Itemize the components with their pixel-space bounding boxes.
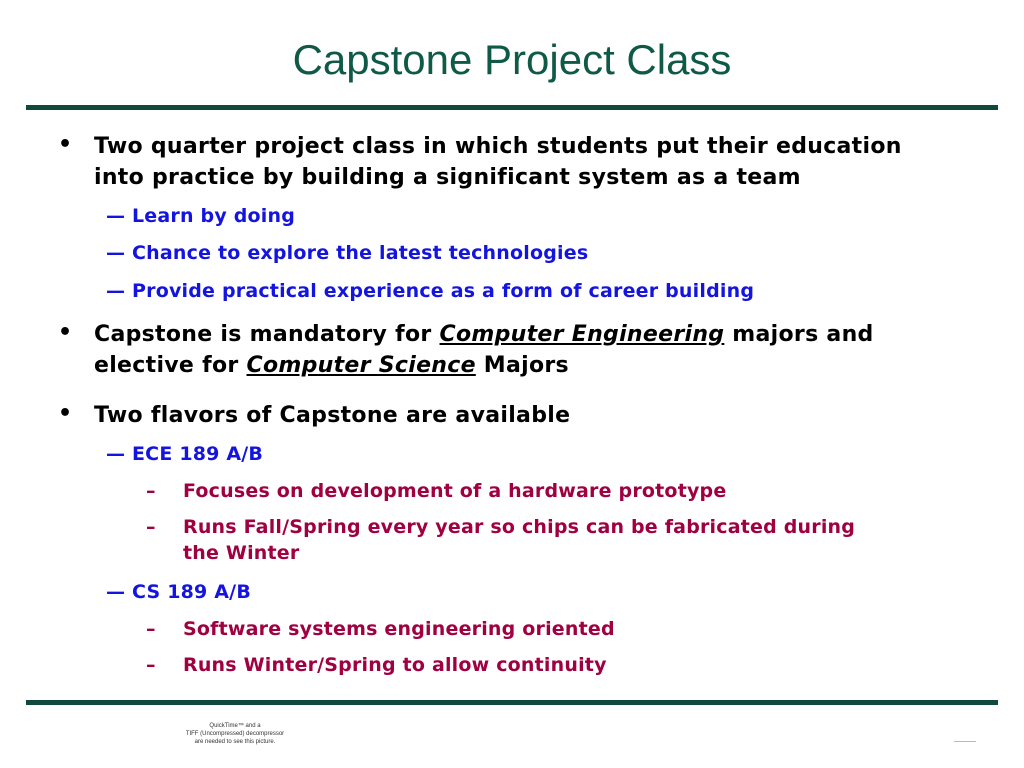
bullet-flavors <box>58 400 994 431</box>
computer-engineering-link[interactable]: Computer Engineering <box>439 322 725 347</box>
course-label: ECE 189 A/B <box>132 443 264 465</box>
item-text: Runs Winter/Spring to allow continuity <box>183 654 607 676</box>
quicktime-placeholder <box>170 722 300 746</box>
en-dash-icon: – <box>146 480 156 502</box>
course-label: CS 189 A/B <box>132 581 251 603</box>
em-dash-icon: — <box>106 581 126 603</box>
bullet-dot-icon: • <box>58 401 73 426</box>
quicktime-line3: are needed to see this picture. <box>194 739 276 745</box>
en-dash-icon: – <box>146 516 156 538</box>
bullet-mandatory <box>58 319 994 381</box>
sub-bullet-learn <box>106 203 966 229</box>
em-dash-icon: — <box>106 242 126 264</box>
bullet-text-line2-pre: elective for <box>94 353 247 378</box>
em-dash-icon: — <box>106 280 126 302</box>
sub-bullet-career <box>106 278 966 304</box>
bullet-text-pre: Capstone is mandatory for <box>94 322 440 347</box>
ece-item-hardware <box>146 478 983 504</box>
em-dash-icon: — <box>106 443 126 465</box>
bottom-divider <box>26 700 998 705</box>
item-text-line1: Runs Fall/Spring every year so chips can be fabricated during <box>183 516 856 538</box>
computer-science-link[interactable]: Computer Science <box>246 353 476 378</box>
sub-bullet-explore <box>106 240 966 266</box>
quicktime-line2: TIFF (Uncompressed) decompressor <box>185 731 285 737</box>
bullet-text-mid: majors and <box>724 322 874 347</box>
bullet-text-line1: Two quarter project class in which students put their education <box>94 134 902 159</box>
item-text-line2: the Winter <box>183 542 300 564</box>
sub-bullet-text: Chance to explore the latest technologies <box>132 242 589 264</box>
sub-bullet-cs <box>106 579 966 605</box>
sub-bullet-ece <box>106 441 966 467</box>
bullet-text: Two flavors of Capstone are available <box>94 403 571 428</box>
item-text: Focuses on development of a hardware prototype <box>183 480 727 502</box>
sub-bullet-text: Provide practical experience as a form of career building <box>132 280 755 302</box>
quicktime-line1: QuickTime™ and a <box>209 723 261 729</box>
sub-bullet-text: Learn by doing <box>132 205 296 227</box>
bullet-dot-icon: • <box>58 132 73 157</box>
ece-item-schedule <box>146 514 983 566</box>
quicktime-small-icon <box>954 735 976 742</box>
bullet-project-class <box>58 131 994 193</box>
em-dash-icon: — <box>106 205 126 227</box>
bullet-text-post: Majors <box>475 353 569 378</box>
bullet-dot-icon: • <box>58 320 73 345</box>
slide-title: Capstone Project Class <box>292 36 732 83</box>
item-text: Software systems engineering oriented <box>183 618 615 640</box>
en-dash-icon: – <box>146 654 156 676</box>
cs-item-continuity <box>146 652 983 678</box>
cs-item-software <box>146 616 983 642</box>
en-dash-icon: – <box>146 618 156 640</box>
bullet-text-line2: into practice by building a significant system as a team <box>94 165 801 190</box>
